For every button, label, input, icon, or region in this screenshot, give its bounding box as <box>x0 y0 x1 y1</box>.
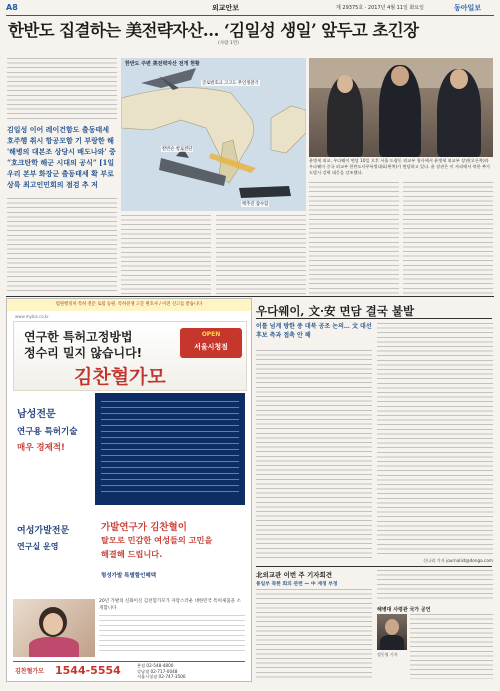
ad-brand: 김찬혈가모 <box>74 366 166 388</box>
photo-caption: 윤병세 외교, 우다웨이 면담 10일 오후 서울 도렴동 외교부 청사에서 윤병세 외교부 장관(오른쪽)과 우다웨이 중국 외교부 한반도사무특별대표(왼쪽)가 면담하고 있다. 윤 장관은 이 자리에서 북한 추가 도발시 강력 대응을 강조했다. <box>309 158 491 175</box>
ad-panel-men-title: 남성전문 <box>17 409 56 420</box>
ad-women-panel <box>95 509 245 595</box>
body-text-block <box>256 589 372 679</box>
body-text-block <box>309 182 399 295</box>
brief-headline: 北외교관 이번 주 기자회견 <box>256 571 333 579</box>
body-text-block <box>7 198 117 293</box>
map-title: 한반도 주변 美전략자산 전개 현황 <box>125 61 200 67</box>
ad-url: www.mybiz.co.kr <box>15 314 49 319</box>
ad-intro-line1: 연구한 특허고정방법 <box>24 330 133 344</box>
body-text-block <box>121 215 211 295</box>
headline-credit: (사람 1면) <box>218 41 239 46</box>
divider <box>256 566 492 567</box>
box-title: 해병대 사령관 국가 공언 <box>377 607 431 613</box>
body-text-block <box>377 323 493 556</box>
ad-branches <box>137 663 186 680</box>
open-badge-label: OPEN <box>201 331 221 338</box>
body-text-block <box>256 350 372 560</box>
ad-panel-men <box>13 393 91 505</box>
ad-notice: 법원행정처 특허 전문 로펌 동원. 특허분쟁 고문 변호사 / 이전 신고를 받습니다 <box>7 299 251 311</box>
ad-panel-men-line: 매우 경제적! <box>17 443 65 453</box>
ad-branch: 본점 02-548-4800 <box>137 663 174 668</box>
divider <box>6 296 494 297</box>
ad-panel-men-line: 연구용 특허기술 <box>17 427 78 437</box>
headshot-photo <box>377 614 407 650</box>
ad-branch: 강남점 02-717-0048 <box>137 668 178 674</box>
ad-women-line: 탈모로 민감한 여성들의 고민을 <box>101 535 213 545</box>
ad-panel-women-line: 연구실 운영 <box>17 542 59 551</box>
body-text-block <box>7 58 117 120</box>
ad-women-sub: 형성가발 특별할인혜택 <box>101 573 157 579</box>
open-badge <box>180 328 242 358</box>
page-header <box>6 3 494 16</box>
ad-intro-panel <box>13 321 247 391</box>
page-number: A8 <box>6 3 18 12</box>
ad-panel-women-title: 여성가발전문 <box>17 526 70 536</box>
article-byline: 신나리 기자 journalist@donga.com <box>423 558 493 563</box>
main-headline: 한반도 집결하는 美전략자산… ‘김일성 생일’ 앞두고 초긴장 <box>8 21 419 40</box>
ad-women-line: 해결해 드립니다. <box>101 549 163 559</box>
article-subheadline: 이틀 넘게 방한 중 대북 공조 논의… 文 대선후보 측과 접촉 안 해 <box>256 323 372 339</box>
box-byline: 정동영 기자 <box>377 652 398 657</box>
ad-branch: 서울시청점 02-747-3500 <box>137 674 186 679</box>
advertisement <box>6 298 252 682</box>
article-headline: 우다웨이, 文·安 면담 결국 불발 <box>256 304 415 318</box>
body-text-block <box>410 614 493 679</box>
issue-date: 제 29375호 · 2017년 4월 11일 화요일 <box>336 5 424 11</box>
brief-subheadline: 통일부 북한 회의 관련 — 中 재정 부정 <box>256 582 338 587</box>
body-text-block <box>377 570 493 602</box>
ad-panel-women <box>13 509 91 595</box>
ad-portrait <box>13 599 95 657</box>
pull-quote: 김일성 이어 레이건함도 출동태세 호주행 취시 항공모함 기 부랑한 해 '해병의 대본조 상당시 배도나와' 중 “호크탄학 해군 시대의 공식” [1일 우리 본부 화장군 출동태세 확 부로 상륙 최고인민회의 점검 추 저 <box>7 125 116 189</box>
ad-footer <box>13 661 245 680</box>
divider <box>256 318 492 319</box>
ad-footer-brand: 김찬혈가모 <box>15 668 44 675</box>
news-photo <box>309 58 493 157</box>
body-text-block <box>403 182 493 295</box>
body-text-block <box>216 215 306 295</box>
open-badge-store: 서울시청점 <box>194 343 228 351</box>
section-name: 외교안보 <box>212 4 240 12</box>
masthead: 동아일보 <box>454 4 482 12</box>
ad-info-panel <box>95 393 245 505</box>
ad-women-headline: 가발연구가 김찬혈이 <box>101 522 187 533</box>
ad-bottom-caption: 20년 가발의 신화이신 김찬혈가모가 자랑스러운 대한민국 특허제품을 소개합니다 <box>99 599 241 611</box>
ad-intro-line2: 정수리 밀지 않습니다! <box>24 346 143 360</box>
map-label-uav: 글로벌호크 고고도 무인정찰기 <box>202 81 259 86</box>
deployment-map <box>121 58 306 211</box>
ad-phone: 1544-5554 <box>55 664 121 677</box>
map-label-carrier: 칼빈슨 항모전단 <box>162 147 193 152</box>
map-label-submarine: 핵추진 잠수함 <box>242 202 269 207</box>
